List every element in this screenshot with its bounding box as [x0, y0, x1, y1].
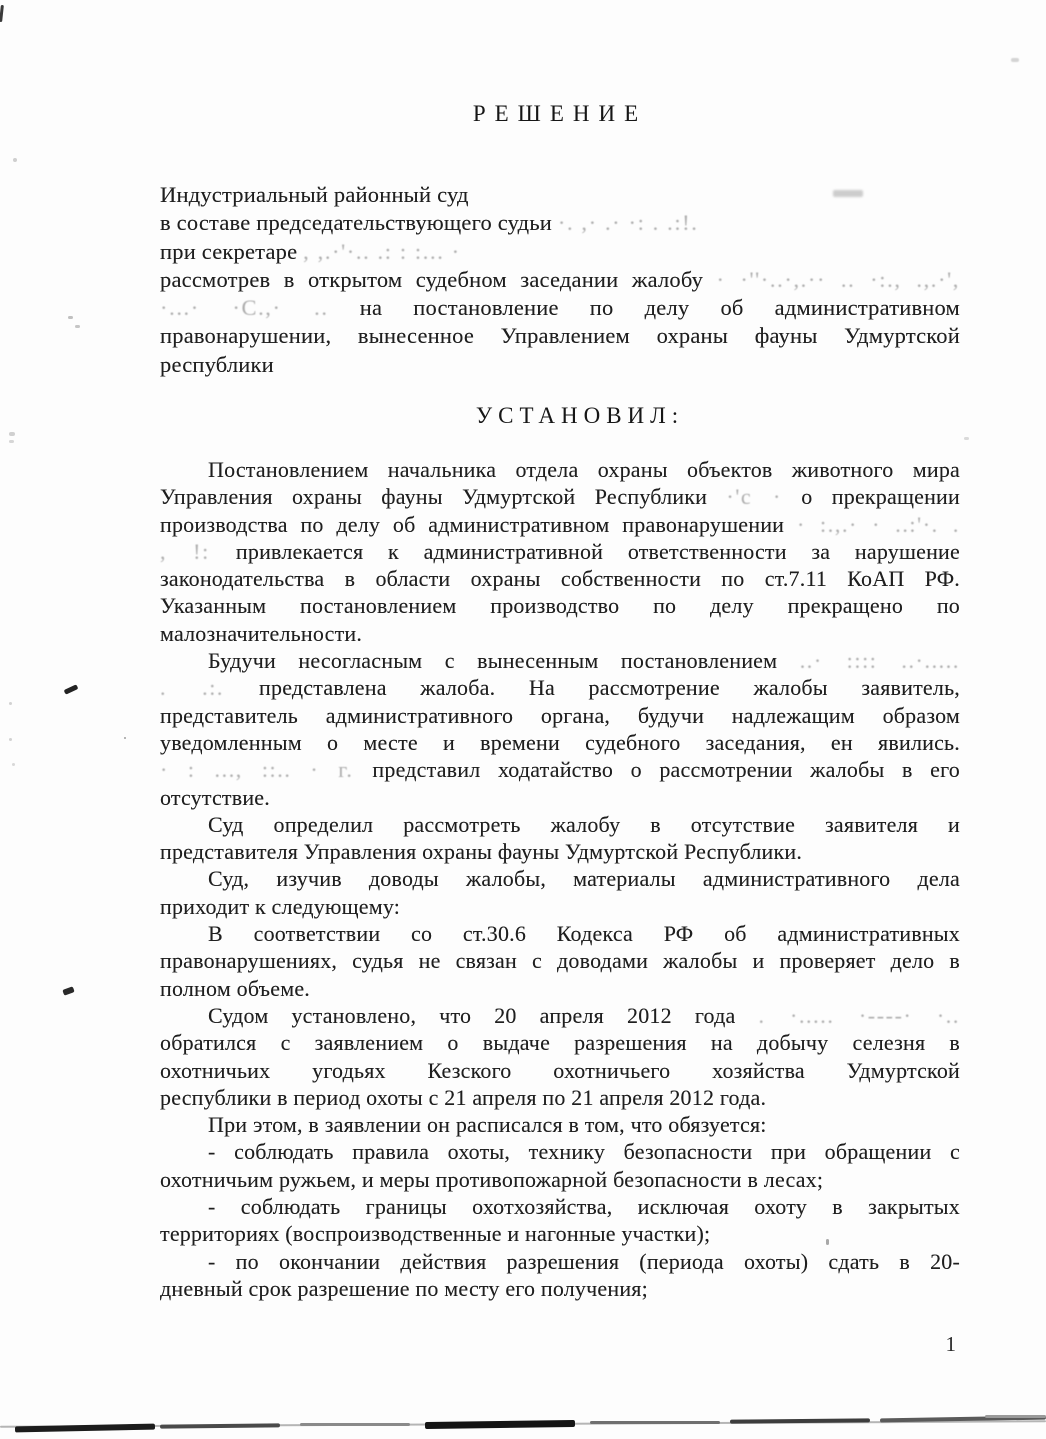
- body-line: [160, 1166, 960, 1193]
- text-segment: правонарушениях, судья не связан с доводами жалобы и проверяет дело в: [160, 948, 960, 974]
- body-line: [160, 1275, 960, 1302]
- scan-speck: [826, 1239, 829, 1245]
- body-line: [160, 1029, 960, 1056]
- text-segment: правонарушении, вынесенное Управлением охраны фауны Удмуртской: [160, 323, 960, 349]
- body-line: [160, 592, 960, 619]
- body-line: [160, 784, 960, 811]
- body-line: [160, 1220, 960, 1247]
- body-line: [160, 838, 960, 865]
- scan-line-streak: [425, 1420, 575, 1429]
- redacted-text: ·'с ·: [726, 484, 782, 510]
- body-line: [160, 702, 960, 729]
- header-line: [160, 322, 960, 350]
- text-segment: В соответствии со ст.30.6 Кодекса РФ об административных: [208, 921, 960, 947]
- scan-line-streak: [590, 1421, 720, 1424]
- body-line: [160, 456, 960, 483]
- scan-speck: [9, 432, 15, 436]
- redacted-text: , ,.·'·.. .: : :... ·: [303, 238, 461, 264]
- text-segment: дневный срок разрешение по месту его получения;: [160, 1275, 648, 1301]
- body-line: [160, 483, 960, 510]
- court-header-block: [160, 181, 960, 379]
- text-segment: приходит к следующему:: [160, 893, 401, 919]
- body-line: [160, 538, 960, 565]
- redacted-text: · :.,.· · ..:'·. .: [796, 511, 960, 537]
- decision-body-block: [160, 456, 960, 1302]
- redacted-text: ..· :::: ..·.....: [799, 648, 960, 674]
- text-segment: отсутствие.: [160, 784, 270, 810]
- body-line: [160, 1138, 960, 1165]
- scan-line-streak: [985, 1415, 1046, 1418]
- text-segment: обратился с заявлением о выдаче разрешения на добычу селезня в: [160, 1030, 960, 1056]
- redacted-text: . ·..... ·----· ·..: [758, 1002, 960, 1028]
- text-segment: Суд определил рассмотреть жалобу в отсутствие заявителя и: [208, 811, 960, 837]
- scan-speck: [964, 437, 969, 440]
- text-segment: республики в период охоты с 21 апреля по 21 апреля 2012 года.: [160, 1084, 767, 1110]
- text-segment: привлекается к административной ответственности за нарушение: [235, 538, 960, 564]
- text-segment: Управления охраны фауны Удмуртской Республики: [160, 484, 727, 510]
- text-segment: представлена жалоба. На рассмотрение жалобы заявитель,: [259, 675, 961, 701]
- header-line: [160, 266, 960, 294]
- text-segment: уведомленным о месте и времени судебного заседания, ен явились.: [160, 729, 960, 755]
- text-segment: при секретаре: [160, 238, 304, 264]
- document-title: РЕШЕНИЕ: [472, 101, 648, 126]
- text-segment: Индустриальный районный суд: [160, 182, 469, 207]
- text-segment: республики: [160, 351, 274, 377]
- scan-edge-artifact-line: [0, 1410, 1046, 1438]
- body-line: [160, 674, 960, 701]
- text-segment: При этом, в заявлении он расписался в том, что обязуется:: [208, 1112, 767, 1138]
- body-line: [160, 1002, 960, 1029]
- body-line: [160, 647, 960, 674]
- redacted-text: · ·''·..·,.·· .. ·:., .,.·',: [716, 266, 961, 292]
- scan-speck: [75, 325, 80, 328]
- text-segment: Постановлением начальника отдела охраны объектов животного мира: [208, 457, 960, 482]
- body-line: [160, 620, 960, 647]
- scan-speck: [13, 158, 17, 162]
- body-line: [160, 947, 960, 974]
- text-segment: Будучи несогласным с вынесенным постановлением: [208, 648, 800, 674]
- text-segment: Указанным постановлением производство по делу прекращено по: [160, 593, 960, 619]
- text-segment: производства по делу об административном правонарушении: [160, 511, 797, 537]
- text-segment: - соблюдать правила охоты, технику безопасности при обращении с: [208, 1139, 960, 1165]
- page-number: 1: [945, 1332, 956, 1356]
- body-line: [160, 1193, 960, 1220]
- scan-line-streak: [300, 1423, 410, 1426]
- text-segment: Суд, изучив доводы жалобы, материалы административного дела: [208, 866, 960, 892]
- body-line: [160, 811, 960, 838]
- text-segment: рассмотрев в открытом судебном заседании жалобу: [160, 266, 717, 292]
- scan-speck-corner: [0, 5, 4, 22]
- text-segment: представителя Управления охраны фауны Удмуртской Республики.: [160, 839, 803, 865]
- header-line: [160, 294, 960, 322]
- scan-speck: [68, 316, 73, 319]
- redacted-text: . .:.: [160, 675, 260, 701]
- text-segment: малозначительности.: [160, 620, 363, 646]
- body-line: [160, 1248, 960, 1275]
- body-line: [160, 511, 960, 538]
- text-segment: на постановление по делу об административном: [328, 295, 960, 321]
- scan-line-streak: [160, 1423, 280, 1428]
- redacted-text: , !:: [160, 538, 236, 564]
- body-line: [160, 1057, 960, 1084]
- text-segment: полном объеме.: [160, 975, 311, 1001]
- text-segment: охотничьих угодьях Кезского охотничьего хозяйства Удмуртской: [160, 1057, 960, 1083]
- text-segment: охотничьим ружьем, и меры противопожарной безопасности в лесах;: [160, 1166, 824, 1192]
- scan-speck: [1011, 58, 1019, 62]
- body-line: [160, 920, 960, 947]
- scan-smudge: [833, 190, 863, 197]
- body-line: [160, 756, 960, 783]
- section-heading-ustanovil: УСТАНОВИЛ:: [475, 403, 685, 428]
- body-line: [160, 729, 960, 756]
- body-line: [160, 1111, 960, 1138]
- redacted-text: ·. ,· .· ·: . .:!.: [557, 210, 699, 236]
- body-line: [160, 565, 960, 592]
- body-line: [160, 1084, 960, 1111]
- text-segment: территориях (воспроизводственные и нагонные участки);: [160, 1221, 711, 1247]
- text-segment: законодательства в области охраны собственности по ст.7.11 КоАП РФ.: [160, 566, 960, 592]
- body-line: [160, 865, 960, 892]
- text-segment: представитель административного органа, будучи надлежащим образом: [160, 702, 960, 728]
- header-line: [160, 238, 960, 266]
- text-segment: о прекращении: [781, 484, 961, 510]
- body-line: [160, 975, 960, 1002]
- scan-pen-tick: [62, 986, 74, 995]
- scan-pen-tick: [64, 684, 79, 694]
- redacted-text: · : ..., ::.. · г.: [160, 757, 373, 783]
- text-segment: в составе председательствующего судьи: [160, 210, 558, 236]
- header-line: [160, 209, 960, 237]
- header-line: [160, 351, 960, 379]
- body-line: [160, 893, 960, 920]
- text-segment: Судом установлено, что 20 апреля 2012 года: [208, 1002, 759, 1028]
- scan-speck: [9, 738, 12, 741]
- redacted-text: ·...· ·С.,· ..: [160, 295, 329, 321]
- text-segment: - по окончании действия разрешения (периода охоты) сдать в 20-: [208, 1248, 960, 1274]
- scan-speck: [12, 763, 15, 766]
- text-segment: представил ходатайство о рассмотрении жалобы в его: [372, 757, 960, 783]
- scan-speck: [9, 702, 12, 705]
- scan-speck: [124, 737, 126, 739]
- text-segment: - соблюдать границы охотхозяйства, исключая охоту в закрытых: [208, 1194, 960, 1220]
- scan-speck: [9, 440, 14, 443]
